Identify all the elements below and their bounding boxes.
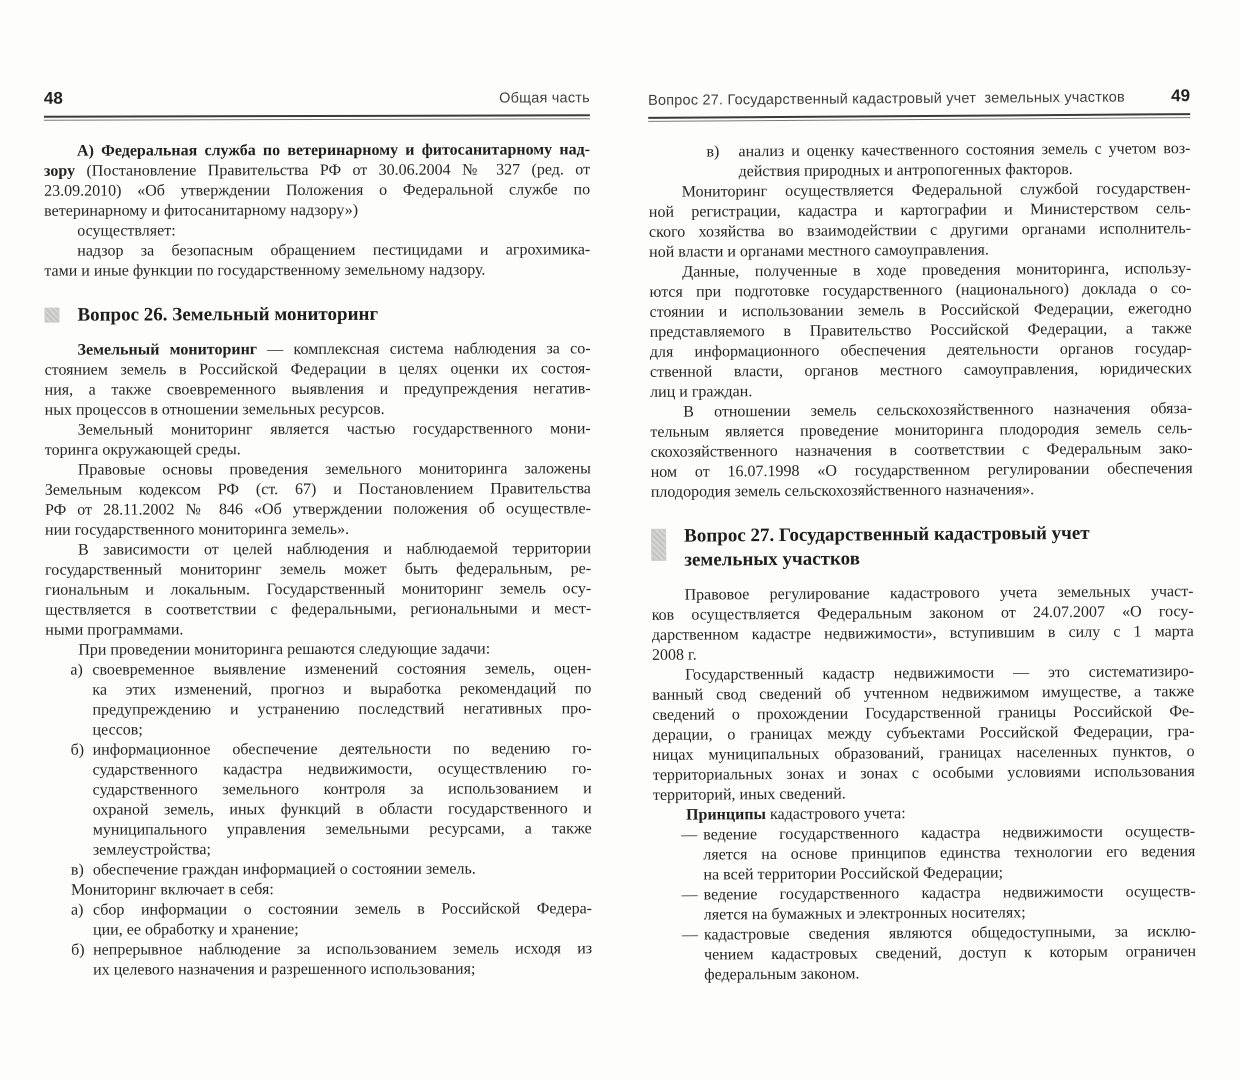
text-line: сударственного кадастра недвижимости, осуществлению го- <box>92 760 592 779</box>
list-marker: в) <box>706 143 720 161</box>
text-line: на всей территории Российской Федерации; <box>703 864 1004 884</box>
text-line: муниципального управления земельными ресурсами, а также <box>92 820 592 839</box>
list-item <box>653 822 1195 886</box>
section-heading-line: Вопрос 26. Земельный мониторинг <box>77 303 379 326</box>
text-line: землеустройства; <box>92 841 211 859</box>
paragraph <box>44 220 590 241</box>
paragraph <box>45 419 591 460</box>
text-line: В зависимости от целей наблюдения и наблюдаемой территории <box>78 540 592 559</box>
left-page-body <box>44 140 592 980</box>
text-line: Мониторинг включает в себя: <box>70 881 274 899</box>
left-running-header-title: Общая часть <box>499 90 590 107</box>
left-page-number: 48 <box>43 88 63 108</box>
text-line: ницах муниципальных образований, границах населенных пунктов, о <box>652 743 1195 764</box>
text-line: Правовые основы проведения земельного мониторинга заложены <box>77 460 591 479</box>
left-page <box>44 87 592 980</box>
section-heading-line: земельных участков <box>684 548 861 571</box>
list-marker: — <box>681 886 698 904</box>
text-line: скохозяйственного назначения в соответствии с Федеральным зако- <box>650 440 1193 461</box>
text-line: осуществляет: <box>77 222 176 240</box>
text-line: ной власти и органами местного самоуправления. <box>649 241 989 261</box>
text-line: тами и иные функции по государственному земельному надзору. <box>44 261 486 280</box>
text-line: ского хозяйства во взаимодействии с другими органами исполнитель- <box>648 220 1192 241</box>
section-marker-icon <box>44 308 59 323</box>
text-line: территориальных зонах и зонах с особыми условиями использования <box>652 763 1195 784</box>
text-line: цессов; <box>92 721 143 739</box>
list-marker: — <box>681 826 698 844</box>
list-item <box>654 922 1196 986</box>
text-line: ка этих изменений, прогноз и выработка рекомендаций по <box>92 680 592 699</box>
text-line: обеспечение граждан информацией о состоянии земель. <box>92 860 476 879</box>
text-line: тельным является проведение мониторинга плодородия земель сель- <box>650 420 1193 441</box>
right-page <box>648 86 1196 986</box>
text-line: стоянием земель в Российской Федерации в целях оценки их состоя- <box>44 360 591 379</box>
list-item <box>46 899 592 940</box>
text-line: Правовое регулирование кадастрового учета земельных участ- <box>684 583 1194 604</box>
right-header-rule <box>648 113 1190 122</box>
text-line: 2008 г. <box>651 646 697 664</box>
text-line: ляется на основе принципов единства технологии его ведения <box>703 843 1196 864</box>
text-line: кадастровые сведения являются общедоступными, за исклю- <box>703 923 1196 944</box>
list-marker: б) <box>70 741 85 759</box>
paragraph <box>649 259 1192 403</box>
right-running-header <box>648 86 1190 110</box>
text-line: ляется на бумажных и электронных носителях; <box>703 904 1026 924</box>
text-line: ются при подготовке государственного (национального) доклада о со- <box>649 280 1192 301</box>
text-line: ном от 16.07.1998 «О государственном регулировании обеспечения <box>650 460 1193 481</box>
text-line: ведение государственного кадастра недвижимости осуществ- <box>703 823 1196 844</box>
paragraph <box>44 140 590 221</box>
right-running-header-title: Вопрос 27. Государственный кадастровый учет земельных участков <box>648 89 1126 109</box>
text-line: федеральным законом. <box>704 965 860 984</box>
text-line: ных процессов в отношении земельных ресурсов. <box>44 400 385 419</box>
text-line: ции, ее обработку и хранение; <box>93 921 299 939</box>
section-heading <box>651 521 1193 573</box>
paragraph <box>650 399 1193 503</box>
text-line: сбор информации о состоянии земель в Российской Федера- <box>92 900 593 919</box>
list-marker: а) <box>70 661 83 679</box>
text-line: анализ и оценку качественного состояния земель с учетом воз- <box>738 140 1191 161</box>
text-line: сударственного земельного контроля за использованием и <box>92 780 592 799</box>
paragraph <box>652 662 1195 806</box>
paragraph <box>44 240 590 281</box>
text-line: В отношении земель сельскохозяйственного назначения обяза- <box>683 400 1193 421</box>
list-marker: б) <box>71 941 85 959</box>
text-line: Земельный мониторинг — комплексная система наблюдения за со- <box>77 340 591 359</box>
list-item <box>46 939 592 980</box>
text-line: нии государственного мониторинга земель». <box>44 520 350 539</box>
paragraph <box>45 539 591 640</box>
text-line: сведений о прохождении Государственной границы Российской Фе- <box>652 703 1195 724</box>
left-header-rule <box>44 114 590 120</box>
text-line: ственной власти, органов местного самоуправления, юридических <box>649 360 1193 381</box>
text-line: своевременное выявление изменений состояния земель, оцен- <box>92 660 592 679</box>
paragraph <box>71 879 592 900</box>
text-line: надзор за безопасным обращением пестицидами и агрохимика- <box>77 241 591 260</box>
text-line: информационное обеспечение деятельности по ведению го- <box>92 740 592 759</box>
list-marker: — <box>681 926 698 944</box>
text-line: ков осуществляется Федеральным законом от 24.07.2007 «О госу- <box>651 603 1194 624</box>
text-line: предупреждению и устранению последствий негативных про- <box>92 700 592 719</box>
list-item <box>46 739 592 860</box>
list-item <box>45 659 591 740</box>
text-line: А) Федеральная служба по ветеринарному и фитосанитарному над- <box>76 141 591 160</box>
text-line: территорий, иных сведений. <box>652 785 846 804</box>
text-line: дарственном кадастре недвижимости», вступившим в силу с 1 марта <box>651 623 1194 644</box>
text-line: Земельным кодексом РФ (ст. 67) и Постановлением Правительства <box>44 480 591 499</box>
list-item <box>648 139 1190 183</box>
text-line: Земельный мониторинг является частью государственного мони- <box>77 420 591 439</box>
text-line: ванный свод сведений об учтенном недвижимом имуществе, а также <box>652 683 1195 704</box>
section-heading <box>44 302 590 327</box>
text-line: ществляется в соответствии с федеральными, региональными и мест- <box>45 600 592 619</box>
text-line: Мониторинг осуществляется Федеральной службой государствен- <box>681 180 1191 201</box>
text-line: представляемого в Правительство Российской Федерации, а также <box>649 320 1192 341</box>
text-line: При проведении мониторинга решаются следующие задачи: <box>78 640 491 659</box>
text-line: действия природных и антропогенных факторов. <box>738 160 1073 181</box>
paragraph <box>651 582 1194 666</box>
text-line: охраной земель, иных функций в области государственного и <box>92 800 592 819</box>
text-line: гиональным и локальным. Государственный мониторинг земель осу- <box>45 580 592 599</box>
text-line: государственный мониторинг земель может быть федеральным, ре- <box>45 560 592 579</box>
text-line: Данные, полученные в ходе проведения мониторинга, использу- <box>682 260 1192 281</box>
text-line: плодородия земель сельскохозяйственного назначения». <box>650 481 1035 501</box>
list-marker: в) <box>70 861 84 879</box>
section-heading-line: Вопрос 27. Государственный кадастровый учет <box>684 522 1090 547</box>
text-line: ведение государственного кадастра недвижимости осуществ- <box>703 883 1196 904</box>
text-line: Государственный кадастр недвижимости — это систематизиро- <box>685 663 1195 684</box>
text-line: их целевого назначения и разрешенного использования; <box>93 960 476 979</box>
list-marker: а) <box>70 901 84 919</box>
paragraph <box>45 639 591 660</box>
right-page-number: 49 <box>1171 86 1191 106</box>
text-line: Принципы кадастрового учета: <box>686 805 906 824</box>
left-running-header <box>44 87 590 108</box>
list-item <box>654 882 1196 926</box>
text-line: ния, а также своевременного выявления и предупреждения негатив- <box>44 380 591 399</box>
text-line: дерации, о границах между субъектами Российской Федерации, гра- <box>652 723 1195 744</box>
text-line: для информационного обеспечения деятельности органов государ- <box>649 340 1192 361</box>
section-marker-icon <box>651 529 666 561</box>
right-page-body <box>648 139 1196 986</box>
text-line: торинга окружающей среды. <box>44 441 241 459</box>
paragraph <box>45 459 591 540</box>
text-line: непрерывное наблюдение за использованием земель исходя из <box>93 940 593 959</box>
text-line: чением кадастровых сведений, доступ к которым ограничен <box>703 943 1197 964</box>
text-line: ной регистрации, кадастра и картографии и Министерством сель- <box>648 200 1191 221</box>
text-line: зору (Постановление Правительства РФ от 30.06.2004 № 327 (ред. от <box>44 161 591 180</box>
text-line: стоянии и использовании земель в Российской Федерации, ежегодно <box>649 300 1192 321</box>
text-line: РФ от 28.11.2002 № 846 «Об утверждении положения об осуществле- <box>44 500 591 519</box>
list-item <box>46 859 592 880</box>
paragraph <box>649 179 1192 263</box>
paragraph <box>44 339 590 420</box>
text-line: лиц и граждан. <box>650 383 753 401</box>
text-line: 23.09.2010) «Об утверждении Положения о Федеральной службе по <box>44 181 591 200</box>
text-line: ветеринарному и фитосанитарному надзору») <box>44 201 359 220</box>
text-line: ными программами. <box>45 621 184 639</box>
